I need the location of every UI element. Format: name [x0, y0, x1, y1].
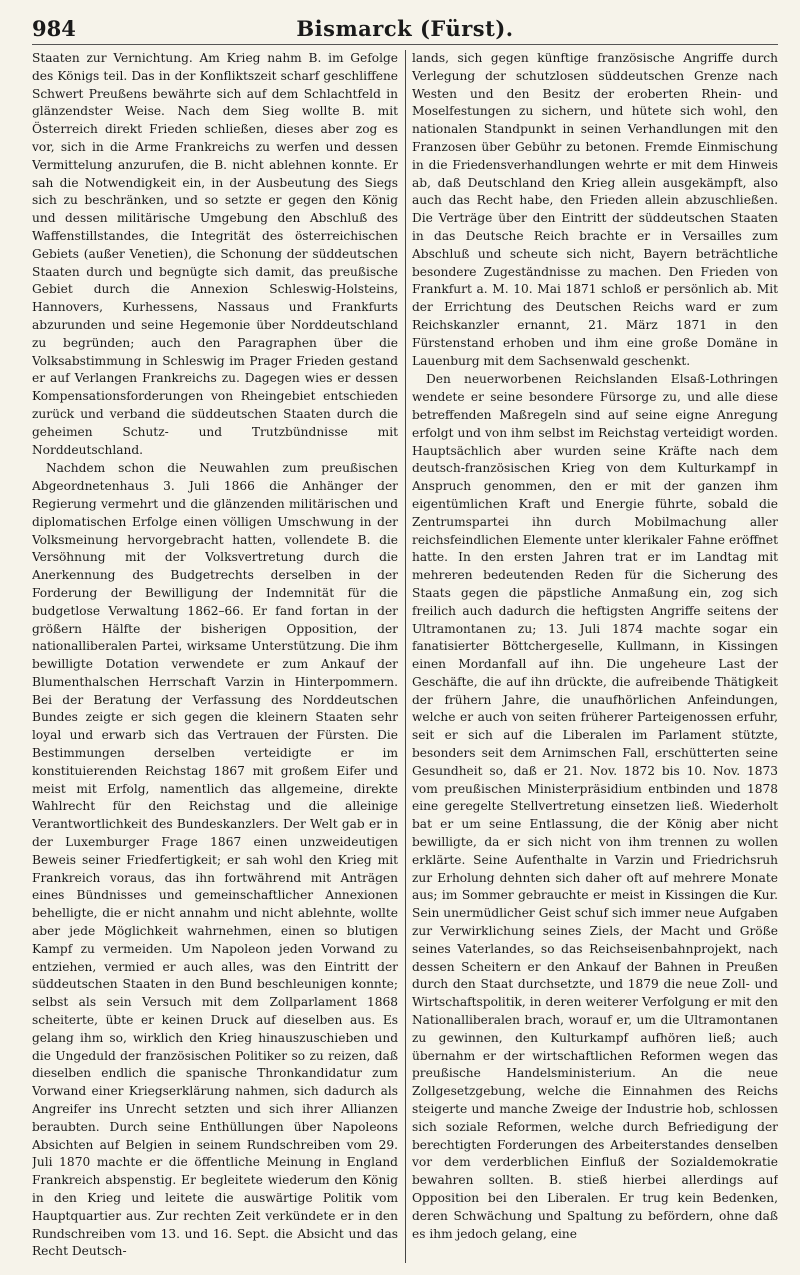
page-number: 984	[32, 16, 76, 41]
right-column	[412, 50, 778, 1263]
column-divider	[405, 50, 406, 1263]
paragraph: Nachdem schon die Neuwahlen zum preußischen Abgeordnetenhaus 3. Juli 1866 die Anhänger der Regierung vermehrt und die glänzenden militärischen und diplomatischen Erfolge einen völligen Umschwung in der Volksmeinung hervorgebracht hatten, vollendete B. die Versöhnung mit der Volksvertretung durch die Anerkennung des Budgetrechts derselben in der Forderung der Bewilligung der Indemnität für die budgetlose Verwaltung 1862–66. Er fand fortan in der größern Hälfte der bisherigen Opposition, der nationalliberalen Partei, wirksame Unterstützung. Die ihm bewilligte Dotation verwendete er zum Ankauf der Blumenthalschen Herrschaft Varzin in Hinterpommern. Bei der Beratung der Verfassung des Norddeutschen Bundes zeigte er sich gegen die kleinern Staaten sehr loyal und erwarb sich das Vertrauen der Fürsten. Die Bestimmungen derselben verteidigte er im konstituierenden Reichstag 1867 mit großem Eifer und meist mit Erfolg, namentlich das allgemeine, direkte Wahlrecht für den Reichstag und die alleinige Verantwortlichkeit des Bundeskanzlers. Der Welt gab er in der Luxemburger Frage 1867 einen unzweideutigen Beweis seiner Friedfertigkeit; er sah wohl den Krieg mit Frankreich voraus, das ihn fortwährend mit Anträgen eines Bündnisses und gemeinschaftlicher Annexionen behelligte, die er nicht annahm und nicht ablehnte, wollte aber jede Möglichkeit wahrnehmen, einen so blutigen Kampf zu vermeiden. Um Napoleon jeden Vorwand zu entziehen, vermied er auch alles, was den Eintritt der süddeutschen Staaten in den Bund beschleunigen konnte; selbst als sein Versuch mit dem Zollparlament 1868 scheiterte, übte er keinen Druck auf dieselben aus. Es gelang ihm so, wirklich den Krieg hinauszuschieben und die Ungeduld der französischen Politiker so zu reizen, daß dieselben endlich die spanische Thronkandidatur zum Vorwand einer Kriegserklärung nahmen, sich dadurch als Angreifer ins Unrecht setzten und sich ihrer Allianzen beraubten. Durch seine Enthüllungen über Napoleons Absichten auf Belgien in seinem Rundschreiben vom 29. Juli 1870 machte er die öffentliche Meinung in England Frankreich abspenstig. Er begleitete wiederum den König in den Krieg und leitete die auswärtige Politik vom Hauptquartier aus. Zur rechten Zeit verkündete er in den Rundschreiben vom 13. und 16. Sept. die Absicht und das Recht Deutsch-	[32, 461, 398, 1259]
running-head: Bismarck (Fürst).	[296, 16, 514, 41]
left-column	[32, 50, 398, 1263]
paragraph: Den neuerworbenen Reichslanden Elsaß-Lothringen wendete er seine besondere Fürsorge zu, und alle diese betreffenden Maßregeln sind auf seine eigne Anregung erfolgt und von ihm selbst im Reichstag verteidigt worden. Hauptsächlich aber wurden seine Kräfte nach dem deutsch-französischen Krieg von dem Kulturkampf in Anspruch genommen, den er mit der ganzen ihm eigentümlichen Kraft und Energie führte, sobald die Zentrumspartei ihn durch Mobilmachung aller reichsfeindlichen Elemente unter klerikaler Fahne eröffnet hatte. In den ersten Jahren trat er im Landtag mit mehreren bedeutenden Reden für die Sicherung des Staats gegen die päpstliche Anmaßung ein, zog sich freilich auch dadurch die heftigsten Angriffe seitens der Ultramontanen zu; 13. Juli 1874 machte sogar ein fanatisierter Böttchergeselle, Kullmann, in Kissingen einen Mordanfall auf ihn. Die ungeheure Last der Geschäfte, die auf ihn drückte, die aufreibende Thätigkeit der frühern Jahre, die unaufhörlichen Anfeindungen, welche er auch von seiten früherer Parteigenossen erfuhr, seit er sich auf die Liberalen im Parlament stützte, besonders seit dem Arnimschen Fall, erschütterten seine Gesundheit so, daß er 21. Nov. 1872 bis 10. Nov. 1873 vom preußischen Ministerpräsidium entbinden und 1878 eine geregelte Stellvertretung einsetzen ließ. Wiederholt bat er um seine Entlassung, die der König aber nicht bewilligte, da er sich nicht von ihm trennen zu wollen erklärte. Seine Aufenthalte in Varzin und Friedrichsruh zur Erholung dehnten sich daher oft auf mehrere Monate aus; im Sommer gebrauchte er meist in Kissingen die Kur. Sein unermüdlicher Geist schuf sich immer neue Aufgaben zur Verwirklichung seines Ziels, der Macht und Größe seines Vaterlandes, so das Reichseisenbahnprojekt, nach dessen Scheitern er den Ankauf der Bahnen in Preußen durch den Staat durchsetzte, und 1879 die neue Zoll- und Wirtschaftspolitik, in deren weiterer Verfolgung er mit den Nationalliberalen brach, worauf er, um die Ultramontanen zu gewinnen, den Kulturkampf aufhören ließ; auch übernahm er der wirtschaftlichen Reformen wegen das preußische Handelsministerium. An die neue Zollgesetzgebung, welche die Einnahmen des Reichs steigerte und manche Zweige der Industrie hob, schlossen sich soziale Reformen, welche durch Befriedigung der berechtigten Forderungen des Arbeiterstandes denselben vor dem verderblichen Einfluß der Sozialdemokratie bewahren sollten. B. stieß hierbei allerdings auf Opposition bei den Liberalen. Er trug kein Bedenken, deren Schwächung und Spaltung zu befördern, ohne daß es ihm jedoch gelang, eine	[412, 372, 778, 1241]
paragraph: lands, sich gegen künftige französische Angriffe durch Verlegung der schutzlosen süddeutschen Grenze nach Westen und den Besitz der eroberten Rhein- und Moselfestungen zu sichern, und hütete sich wohl, den nationalen Standpunkt in seinen Verhandlungen mit den Franzosen über Gebühr zu betonen. Fremde Einmischung in die Friedensverhandlungen wehrte er mit dem Hinweis ab, daß Deutschland den Krieg allein ausgekämpft, also auch das Recht habe, den Frieden allein abzuschließen. Die Verträge über den Eintritt der süddeutschen Staaten in das Deutsche Reich brachte er in Versailles zum Abschluß und scheute sich nicht, Bayern beträchtliche besondere Zugeständnisse zu machen. Den Frieden von Frankfurt a. M. 10. Mai 1871 schloß er persönlich ab. Mit der Errichtung des Deutschen Reichs ward er zum Reichskanzler ernannt, 21. März 1871 in den Fürstenstand erhoben und ihm eine große Domäne in Lauenburg mit dem Sachsenwald geschenkt.	[412, 51, 778, 368]
paragraph: Staaten zur Vernichtung. Am Krieg nahm B. im Gefolge des Königs teil. Das in der Konfliktszeit scharf geschliffene Schwert Preußens bewährte sich auf dem Schlachtfeld in glänzendster Weise. Nach dem Sieg wollte B. mit Österreich direkt Frieden schließen, dieses aber zog es vor, sich in die Arme Frankreichs zu werfen und dessen Vermittelung anzurufen, die B. nicht ablehnen konnte. Er sah die Notwendigkeit ein, in der Ausbeutung des Siegs sich zu beschränken, und so setzte er gegen den König und dessen militärische Umgebung den Abschluß des Waffenstillstandes, die Integrität des österreichischen Gebiets (außer Venetien), die Schonung der süddeutschen Staaten durch und begnügte sich damit, das preußische Gebiet durch die Annexion Schleswig-Holsteins, Hannovers, Kurhessens, Nassaus und Frankfurts abzurunden und seine Hegemonie über Norddeutschland zu begründen; auch den Paragraphen über die Volksabstimmung in Schleswig im Prager Frieden gestand er auf Verlangen Frankreichs zu. Dagegen wies er dessen Kompensationsforderungen von Rheingebiet entschieden zurück und verband die süddeutschen Staaten durch die geheimen Schutz- und Trutzbündnisse mit Norddeutschland.	[32, 51, 398, 457]
text-columns	[32, 50, 778, 1263]
page-header	[32, 14, 778, 45]
